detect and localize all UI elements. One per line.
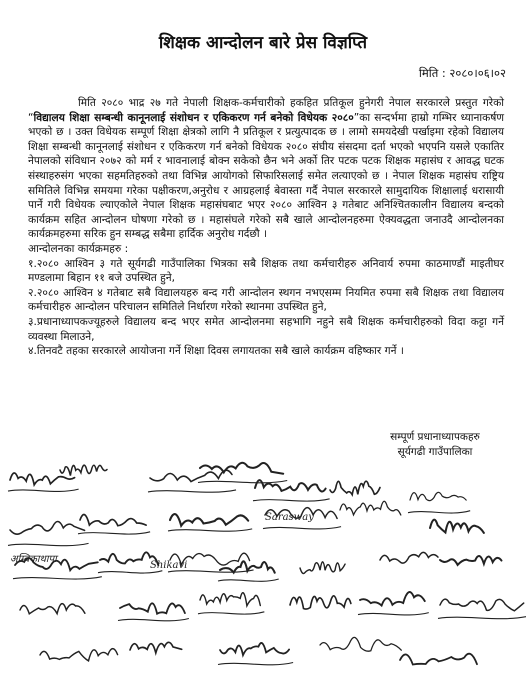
signature-21 xyxy=(20,604,85,614)
signoff-line-1: सम्पूर्ण प्रधानाध्यापकहरु xyxy=(390,431,480,443)
bill-name: विद्यालय शिक्षा सम्बन्धी कानूनलाई संशोधन र एकिकरण गर्न बनेको विधेयक २०८० xyxy=(33,111,354,124)
signatures-area xyxy=(0,450,526,684)
signature-9 xyxy=(80,514,146,525)
signature-flourish xyxy=(198,481,287,483)
signature-flourish xyxy=(438,616,526,618)
program-item-3: ३.प्रधानाध्यापकज्यूहरुले विद्यालय बन्द भएर समेत आन्दोलनमा सहभागि नहुने सबै शिक्षक कर्मचारीहरुको विदा कट्टा गर्ने व्यवस्था मिलाउने, xyxy=(28,315,504,343)
signature-20 xyxy=(440,556,502,565)
document-body xyxy=(28,96,504,359)
signature-flourish xyxy=(13,577,102,579)
signature-flourish xyxy=(253,499,330,501)
signature-flourish xyxy=(118,619,189,621)
signature-2 xyxy=(60,465,107,475)
signature-flourish xyxy=(8,543,89,545)
signature-flourish xyxy=(358,613,429,615)
signature-flourish xyxy=(98,571,162,573)
signature-3 xyxy=(150,470,232,481)
signature-24 xyxy=(290,596,351,609)
signature-flourish xyxy=(198,612,264,614)
signature-18 xyxy=(300,562,345,574)
signature-23 xyxy=(200,593,260,606)
signature-flourish xyxy=(8,489,79,491)
signature-name-2: Shikavi xyxy=(150,560,188,571)
signature-5 xyxy=(255,480,326,491)
programs-heading: आन्दोलनका कार्यक्रमहरु : xyxy=(28,242,129,255)
signature-flourish xyxy=(263,527,341,529)
signature-19 xyxy=(380,552,438,563)
signature-13 xyxy=(430,520,484,533)
intro-text-start: मिति २०८० भाद्र २७ गते नेपाली शिक्षक-कर्मचारीको हकहित प्रतिकूल हुनेगरी नेपाल सरकारले प्रस्तुत गरेको “ xyxy=(28,97,504,124)
signature-flourish xyxy=(218,579,279,581)
signature-12 xyxy=(340,501,401,515)
signature-25 xyxy=(360,592,425,605)
intro-paragraph xyxy=(28,96,504,242)
signature-28 xyxy=(130,642,182,653)
signature-flourish xyxy=(78,532,150,534)
signature-26 xyxy=(440,599,524,611)
signature-30 xyxy=(320,637,401,651)
signature-10 xyxy=(170,514,248,526)
signatures-drawing xyxy=(0,450,526,684)
program-item-1: १.२०८० आश्विन ३ गते सूर्यगढी गाउँपालिका भित्रका सबै शिक्षक तथा कर्मचारीहरु अनिवार्य रुपमा काठमाण्डौं माइतीघर मण्डलामा बिहान ११ बजे उपस्थित हुने, xyxy=(28,257,504,285)
signature-flourish xyxy=(408,511,470,513)
intro-text-rest: ”का सन्दर्भमा हाम्रो गम्भिर ध्यानाकर्षण भएको छ । उक्त विधेयक सम्पूर्ण शिक्षा क्षेत्रको लागि नै प्रतिकूल र प्रत्युत्पादक छ । लामो समयदेखी पर्खाइमा रहेको विद्यालय शिक्षा सम्बन्धी कानूनलाई संशोधन र एकिकरण गर्न बनेको विधेयक २०८० संघीय संसदमा दर्ता भएको भएपनि यसले एकातिर नेपालको संविधान २०७२ को मर्म र भावनालाई बोक्न सकेको छैन भने अर्को तिर पटक पटक शिक्षक महासंघ र आवद्ध घटक संस्थाहरुसंग भएका सहमतिहरुको तथा विभिन्न आयोगको सिफारिसलाई समेत लत्याएको छ । नेपाल शिक्षक महासंघ राष्ट्रिय समितिले विभिन्न समयमा गरेका पक्षीकरण,अनुरोध र आग्रहलाई बेवास्ता गर्दै नेपाल सरकारले सामुदायिक शिक्षालाई धरासायी पार्ने गरी विधेयक ल्याएकोले नेपाल शिक्षक महासंघबाट भएर २०८० आश्विन ३ गतेबाट अनिश्चितकालीन विद्यालय बन्दको कार्यक्रम सहित आन्दोलन घोषणा गरेको छ । महासंघले गरेको सबै खाले आन्दोलनहरुमा ऐक्यवद्धता जनाउदै आन्दोलनका कार्यक्रमहरुमा सरिक हुन सम्बद्ध सबैमा हार्दिक अनुरोध गर्दछौ । xyxy=(28,111,505,241)
signature-22 xyxy=(120,603,185,613)
program-item-4: ४.तिनवटै तहका सरकारले आयोजना गर्ने शिक्षा दिवस लगायतका सबै खाले कार्यक्रम वहिष्कार गर्ने । xyxy=(28,345,404,358)
signature-27 xyxy=(40,649,118,661)
signature-flourish xyxy=(168,529,252,531)
signature-1 xyxy=(10,473,75,485)
signature-name-1: Sarasway xyxy=(265,512,314,523)
signature-flourish xyxy=(148,490,236,492)
signature-31 xyxy=(400,654,477,665)
signature-name-3: अम्बिकाथापा xyxy=(10,554,57,565)
document-date: मिति : २०८०।०६।०२ xyxy=(418,66,506,80)
signature-flourish xyxy=(218,663,293,665)
signature-7 xyxy=(410,492,466,500)
document-title: शिक्षक आन्दोलन बारे प्रेस विज्ञप्ति xyxy=(158,33,368,53)
signature-8 xyxy=(10,521,85,534)
signoff-line-2: सूर्यगढी गाउँपालिका xyxy=(397,446,473,458)
signature-29 xyxy=(220,643,289,655)
signature-6 xyxy=(330,481,380,495)
program-item-2: २.२०८० आश्विन ४ गतेबाट सबै विद्यालयहरु बन्द गरी आन्दोलन स्थगन नभएसम्म नियमित रुपमा सबै शिक्षक तथा विद्यालय कर्मचारीहरु आन्दोलन परिचालन समितिले निर्धारण गरेको स्थानमा उपस्थित हुने, xyxy=(28,286,504,314)
